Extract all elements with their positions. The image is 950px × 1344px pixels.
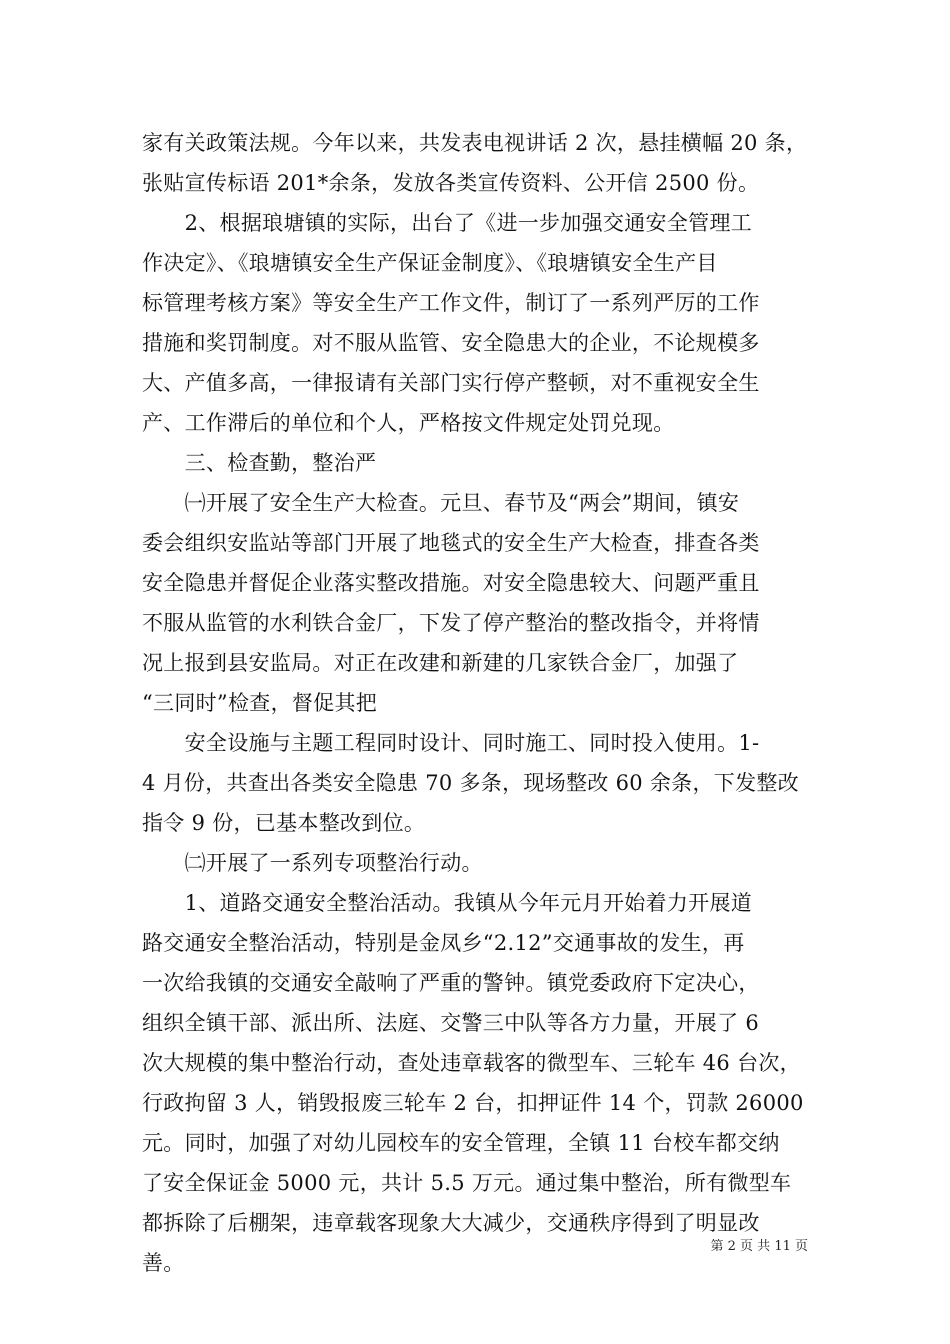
text-line: 标管理考核方案》等安全生产工作文件，制订了一系列严厉的工作 bbox=[142, 291, 760, 315]
text-line: 次大规模的集中整治行动，查处违章载客的微型车、三轮车 46 台次， bbox=[142, 1051, 801, 1075]
text-line: 大、产值多高，一律报请有关部门实行停产整顿，对不重视安全生 bbox=[142, 371, 760, 395]
text-line: ㈠开展了安全生产大检查。元旦、春节及“两会”期间，镇安 bbox=[142, 491, 740, 515]
text-line: 都拆除了后棚架，违章载客现象大大减少，交通秩序得到了明显改 bbox=[142, 1211, 760, 1235]
text-line: 措施和奖罚制度。对不服从监管、安全隐患大的企业，不论规模多 bbox=[142, 331, 760, 355]
text-line: 元。同时，加强了对幼儿园校车的安全管理，全镇 11 台校车都交纳 bbox=[142, 1131, 780, 1155]
text-line: 路交通安全整治活动，特别是金凤乡“2.12”交通事故的发生，再 bbox=[142, 931, 745, 955]
text-line: 家有关政策法规。今年以来，共发表电视讲话 2 次，悬挂横幅 20 条， bbox=[142, 131, 808, 155]
text-line: 一次给我镇的交通安全敲响了严重的警钟。镇党委政府下定决心， bbox=[142, 971, 760, 995]
text-line: ㈡开展了一系列专项整治行动。 bbox=[142, 851, 483, 875]
text-line: 善。 bbox=[142, 1251, 185, 1275]
text-line: 组织全镇干部、派出所、法庭、交警三中队等各方力量，开展了 6 bbox=[142, 1011, 760, 1035]
text-line: 4 月份，共查出各类安全隐患 70 多条，现场整改 60 余条，下发整改 bbox=[142, 771, 799, 795]
text-line: 张贴宣传标语 201*余条，发放各类宣传资料、公开信 2500 份。 bbox=[142, 171, 760, 195]
text-line: 况上报到县安监局。对正在改建和新建的几家铁合金厂，加强了 bbox=[142, 651, 739, 675]
text-line: 指令 9 份，已基本整改到位。 bbox=[142, 811, 426, 835]
text-line: 行政拘留 3 人，销毁报废三轮车 2 台，扣押证件 14 个，罚款 26000 bbox=[142, 1091, 804, 1115]
page-number: 第 2 页 共 11 页 bbox=[710, 1239, 808, 1254]
text-line: 了安全保证金 5000 元，共计 5.5 万元。通过集中整治，所有微型车 bbox=[142, 1171, 792, 1195]
text-line: 不服从监管的水利铁合金厂，下发了停产整治的整改指令，并将情 bbox=[142, 611, 760, 635]
section-heading: 三、检查勤，整治严 bbox=[142, 451, 377, 475]
text-line: 安全隐患并督促企业落实整改措施。对安全隐患较大、问题严重且 bbox=[142, 571, 760, 595]
text-line: 作决定》、《琅塘镇安全生产保证金制度》、《琅塘镇安全生产目 bbox=[142, 251, 718, 275]
body-text bbox=[142, 123, 810, 1283]
text-line: 2、根据琅塘镇的实际，出台了《进一步加强交通安全管理工 bbox=[142, 211, 753, 235]
text-line: “三同时”检查，督促其把 bbox=[142, 691, 378, 715]
text-line: 1、道路交通安全整治活动。我镇从今年元月开始着力开展道 bbox=[142, 891, 753, 915]
text-line: 安全设施与主题工程同时设计、同时施工、同时投入使用。1- bbox=[142, 731, 760, 755]
text-line: 产、工作滞后的单位和个人，严格按文件规定处罚兑现。 bbox=[142, 411, 675, 435]
text-line: 委会组织安监站等部门开展了地毯式的安全生产大检查，排查各类 bbox=[142, 531, 760, 555]
